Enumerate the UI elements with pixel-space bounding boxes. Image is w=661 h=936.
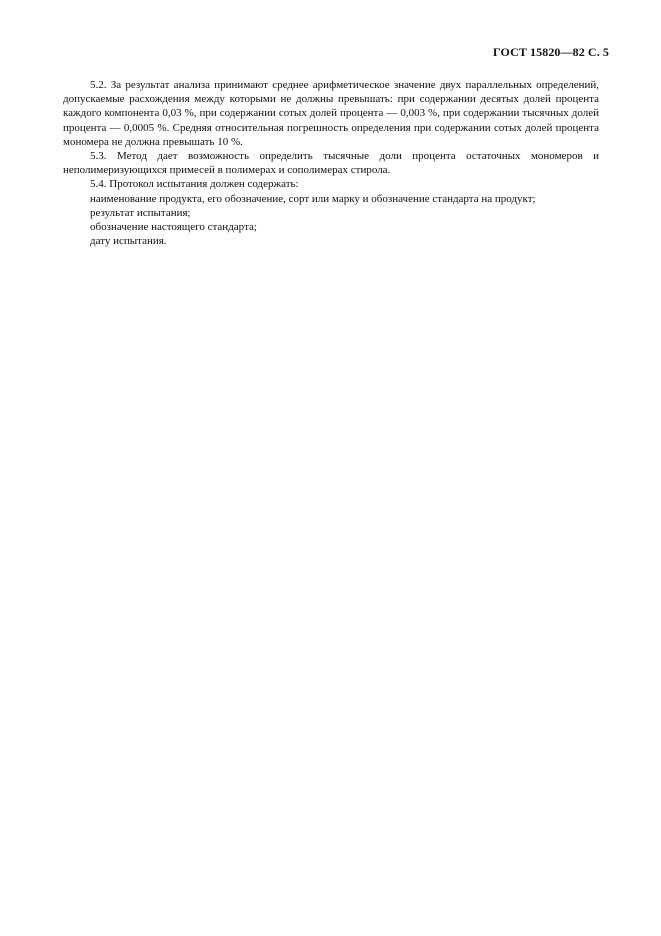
protocol-item-product: наименование продукта, его обозначение, сорт или марку и обозначение стандарта на продукт; — [90, 192, 536, 205]
protocol-item-result: результат испытания; — [90, 206, 191, 219]
paragraph-5-2: 5.2. За результат анализа принимают среднее арифметическое значение двух параллельных определений, допускаемые расхождения между которыми не должны превышать: при содержании десятых долей процента каждого компонента 0,03 %, при содержании сотых долей процента — 0,003 %, при содержании тысячных долей процента — 0,0005 %. Средняя относительная погрешность определения при содержании сотых долей процента мономера не должна превышать 10 %. — [63, 79, 599, 148]
paragraph-5-4: 5.4. Протокол испытания должен содержать: — [90, 178, 299, 191]
page-header: ГОСТ 15820—82 С. 5 — [493, 45, 609, 59]
protocol-item-date: дату испытания. — [90, 235, 167, 248]
protocol-item-standard: обозначение настоящего стандарта; — [90, 221, 257, 234]
document-body — [63, 78, 599, 248]
paragraph-5-3: 5.3. Метод дает возможность определить тысячные доли процента остаточных мономеров и неполимеризующихся примесей в полимерах и сополимерах стирола. — [63, 150, 599, 177]
